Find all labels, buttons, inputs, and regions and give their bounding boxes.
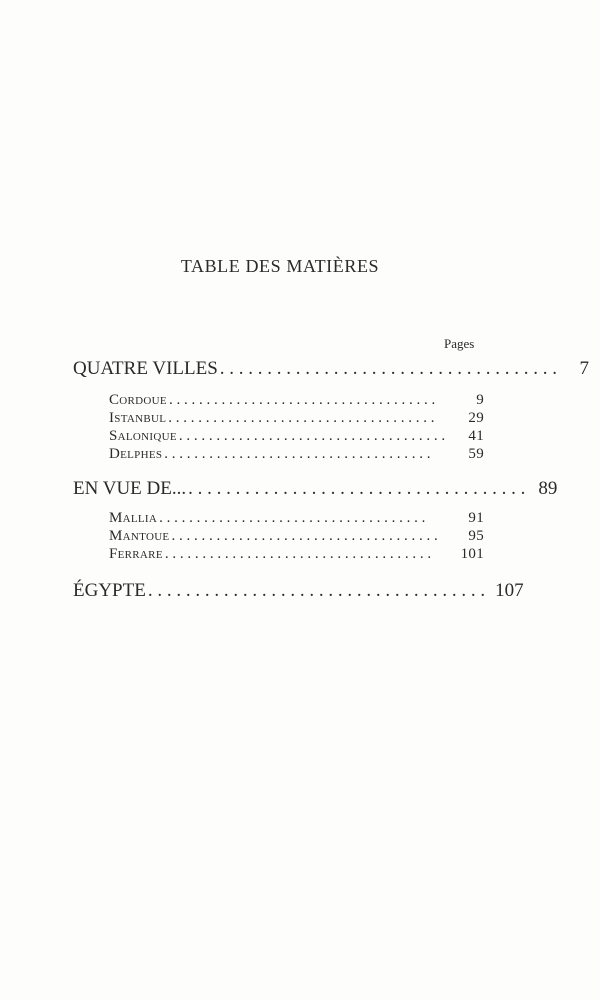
dot-leader: . . . . . . . . . . . . . . . . . . . . . . . . . . . . . . . . . . . . xyxy=(171,528,438,544)
dot-leader: . . . . . . . . . . . . . . . . . . . . . . . . . . . . . . . . . . . . xyxy=(168,410,435,426)
dot-leader: . . . . . . . . . . . . . . . . . . . . . . . . . . . . . . . . . . . . xyxy=(219,358,558,379)
toc-entry-page: 9 xyxy=(476,392,484,408)
toc-entry-page: 59 xyxy=(468,446,484,462)
toc-entry-title: Istanbul xyxy=(109,410,167,426)
toc-entry[interactable] xyxy=(109,510,484,527)
toc-entry-page: 107 xyxy=(495,580,524,601)
toc-entry-title: Mallia xyxy=(109,510,158,526)
toc-entry-title: EN VUE DE... xyxy=(73,478,187,499)
toc-entry[interactable] xyxy=(109,446,484,463)
dot-leader: . . . . . . . . . . . . . . . . . . . . . . . . . . . . . . . . . . . . xyxy=(188,478,526,499)
toc-entry-title: Mantoue xyxy=(109,528,170,544)
toc-entry-title: Ferrare xyxy=(109,546,163,562)
dot-leader: . . . . . . . . . . . . . . . . . . . . . . . . . . . . . . . . . . . . xyxy=(168,392,436,408)
toc-entry-page: 29 xyxy=(468,410,484,426)
toc-entry-section[interactable] xyxy=(73,580,524,602)
toc-entry-section[interactable] xyxy=(73,358,590,380)
toc-entry-page: 101 xyxy=(460,546,484,562)
toc-entry[interactable] xyxy=(109,546,484,563)
toc-entry-section[interactable] xyxy=(73,478,558,500)
dot-leader: . . . . . . . . . . . . . . . . . . . . . . . . . . . . . . . . . . . . xyxy=(164,546,432,562)
toc-entry-page: 91 xyxy=(468,510,484,526)
toc-entry-title: Salonique xyxy=(109,428,177,444)
toc-entry-title: ÉGYPTE xyxy=(73,580,146,601)
toc-entry-page: 41 xyxy=(468,428,484,444)
dot-leader: . . . . . . . . . . . . . . . . . . . . . . . . . . . . . . . . . . . . xyxy=(147,580,486,601)
toc-title: TABLE DES MATIÈRES xyxy=(180,256,380,276)
dot-leader: . . . . . . . . . . . . . . . . . . . . . . . . . . . . . . . . . . . . xyxy=(178,428,446,444)
toc-entry-page: 7 xyxy=(579,358,590,379)
toc-entry-title: Delphes xyxy=(109,446,163,462)
pages-column-heading: Pages xyxy=(444,336,475,351)
toc-entry[interactable] xyxy=(109,410,484,427)
toc-entry-title: QUATRE VILLES xyxy=(73,358,218,379)
toc-entry-title: Cordoue xyxy=(109,392,167,408)
toc-entry[interactable] xyxy=(109,392,484,409)
toc-entry-page: 95 xyxy=(468,528,484,544)
dot-leader: . . . . . . . . . . . . . . . . . . . . . . . . . . . . . . . . . . . . xyxy=(164,446,431,462)
toc-entry[interactable] xyxy=(109,528,484,545)
dot-leader: . . . . . . . . . . . . . . . . . . . . . . . . . . . . . . . . . . . . xyxy=(159,510,426,526)
toc-entry[interactable] xyxy=(109,428,484,445)
toc-entry-page: 89 xyxy=(538,478,558,499)
